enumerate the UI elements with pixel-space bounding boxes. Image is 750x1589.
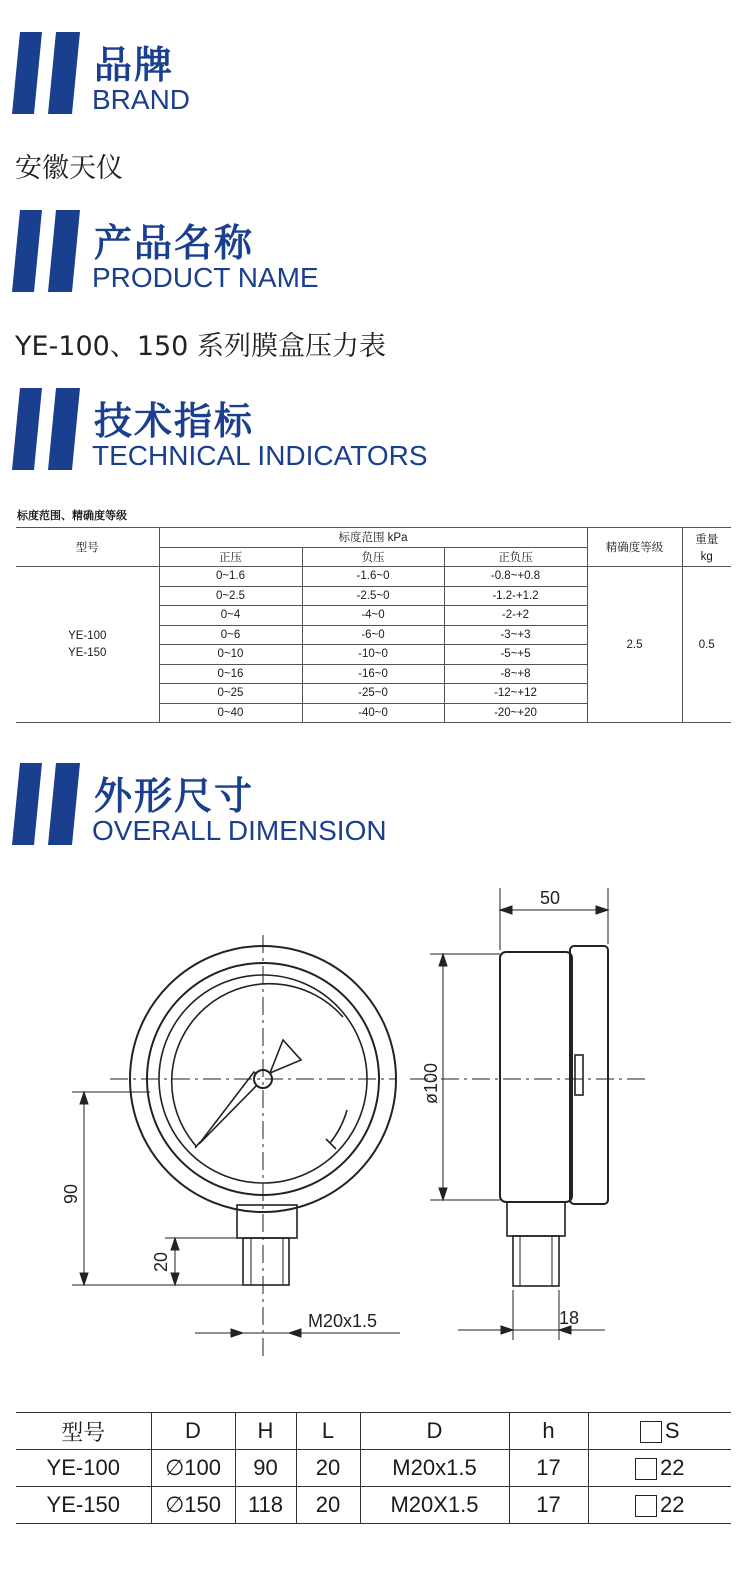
- col-s-label: S: [664, 1418, 680, 1443]
- header-accuracy: 精确度等级: [587, 528, 682, 567]
- label-thread: M20x1.5: [308, 1311, 378, 1331]
- section-bars-icon: [12, 763, 82, 845]
- header-weight: [682, 528, 731, 567]
- header-weight-unit: kg: [700, 551, 713, 563]
- range-pos: 0~6: [159, 625, 302, 645]
- table-row: [16, 567, 731, 587]
- product-name-value: YE-100、150 系列膜盒压力表: [15, 331, 386, 362]
- label-dim-90: 90: [61, 1183, 81, 1204]
- range-neg: -40~0: [302, 703, 444, 723]
- technical-section-header: [0, 388, 750, 478]
- range-neg: -16~0: [302, 664, 444, 684]
- range-pos: 0~25: [159, 684, 302, 704]
- range-posneg: -20~+20: [444, 703, 587, 723]
- range-neg: -10~0: [302, 645, 444, 665]
- col-s: [588, 1413, 731, 1450]
- label-dim-18: 18: [559, 1308, 580, 1328]
- cell-model: YE-150: [16, 1487, 151, 1524]
- range-neg: -25~0: [302, 684, 444, 704]
- label-dim-20: 20: [151, 1251, 171, 1272]
- range-posneg: -8~+8: [444, 664, 587, 684]
- square-icon: [635, 1458, 657, 1480]
- range-pos: 0~4: [159, 606, 302, 626]
- spec-table: [16, 527, 731, 723]
- dimension-table: [16, 1412, 731, 1524]
- cell-s-value: 22: [660, 1492, 685, 1517]
- model-cell: [16, 567, 159, 723]
- dim-lines-side: [430, 888, 608, 1340]
- header-range: 标度范围 kPa: [159, 528, 587, 548]
- range-pos: 0~2.5: [159, 586, 302, 606]
- cell-h: 118: [235, 1487, 296, 1524]
- cell-d: ∅100: [151, 1450, 235, 1487]
- cell-thread: M20x1.5: [360, 1450, 509, 1487]
- col-h: H: [235, 1413, 296, 1450]
- section-title-en: OVERALL DIMENSION: [92, 815, 387, 846]
- range-neg: -4~0: [302, 606, 444, 626]
- gauge-side-view: [500, 946, 608, 1286]
- section-title-en: TECHNICAL INDICATORS: [92, 440, 428, 471]
- label-dim-d100: ø100: [421, 1062, 441, 1104]
- brand-value: 安徽天仪: [15, 153, 123, 184]
- col-d: D: [151, 1413, 235, 1450]
- cell-h: 90: [235, 1450, 296, 1487]
- header-pos-neg: 正负压: [444, 547, 587, 567]
- range-pos: 0~16: [159, 664, 302, 684]
- brand-section-header: [0, 32, 750, 122]
- range-posneg: -1.2-+1.2: [444, 586, 587, 606]
- range-posneg: -12~+12: [444, 684, 587, 704]
- range-pos: 0~40: [159, 703, 302, 723]
- section-bars-icon: [12, 32, 82, 114]
- dim-lines-front: [72, 1092, 400, 1337]
- dimension-section-header: [0, 763, 750, 853]
- col-h-small: h: [509, 1413, 588, 1450]
- cell-d: ∅150: [151, 1487, 235, 1524]
- range-posneg: -0.8~+0.8: [444, 567, 587, 587]
- square-icon: [640, 1421, 662, 1443]
- section-title-en: BRAND: [92, 84, 191, 115]
- col-l: L: [296, 1413, 360, 1450]
- section-title-cn: 技术指标: [94, 399, 255, 443]
- section-bars-icon: [12, 388, 82, 470]
- label-dim-50: 50: [540, 888, 561, 908]
- range-posneg: -2-+2: [444, 606, 587, 626]
- model-1: YE-100: [68, 630, 107, 642]
- accuracy-cell: 2.5: [587, 567, 682, 723]
- cell-h-small: 17: [509, 1450, 588, 1487]
- table-row: [16, 1487, 731, 1524]
- header-model: 型号: [16, 528, 159, 567]
- range-pos: 0~1.6: [159, 567, 302, 587]
- range-posneg: -5~+5: [444, 645, 587, 665]
- range-pos: 0~10: [159, 645, 302, 665]
- range-neg: -6~0: [302, 625, 444, 645]
- section-title-cn: 产品名称: [94, 221, 255, 265]
- header-positive: 正压: [159, 547, 302, 567]
- header-negative: 负压: [302, 547, 444, 567]
- cell-s: [588, 1450, 731, 1487]
- table-header-row: [16, 1413, 731, 1450]
- cell-l: 20: [296, 1450, 360, 1487]
- section-title-en: PRODUCT NAME: [92, 262, 319, 293]
- section-title-cn: 外形尺寸: [94, 774, 255, 818]
- cell-model: YE-100: [16, 1450, 151, 1487]
- cell-thread: M20X1.5: [360, 1487, 509, 1524]
- cell-h-small: 17: [509, 1487, 588, 1524]
- col-model: 型号: [16, 1413, 151, 1450]
- square-icon: [635, 1495, 657, 1517]
- product-name-section-header: [0, 210, 750, 300]
- weight-cell: 0.5: [682, 567, 731, 723]
- range-neg: -2.5~0: [302, 586, 444, 606]
- spec-table-title: 标度范围、精确度等级: [17, 509, 127, 522]
- cell-s: [588, 1487, 731, 1524]
- range-neg: -1.6~0: [302, 567, 444, 587]
- section-title-cn: 品牌: [94, 43, 175, 87]
- cell-l: 20: [296, 1487, 360, 1524]
- model-2: YE-150: [68, 647, 107, 659]
- header-weight-label: 重量: [695, 534, 719, 546]
- table-row: [16, 1450, 731, 1487]
- section-bars-icon: [12, 210, 82, 292]
- cell-s-value: 22: [660, 1455, 685, 1480]
- col-thread: D: [360, 1413, 509, 1450]
- range-posneg: -3~+3: [444, 625, 587, 645]
- dimension-drawing: [0, 875, 750, 1375]
